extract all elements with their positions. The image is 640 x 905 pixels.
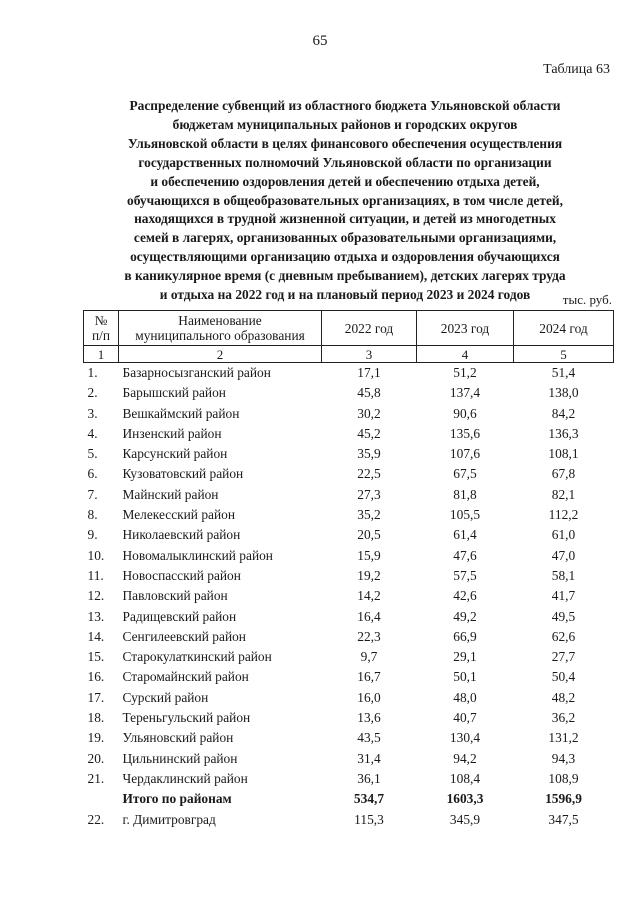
value-2024: 94,3 [551,750,576,766]
district-name: Сенгилеевский район [122,628,246,644]
row-number: 18. [87,710,105,726]
value-2022: 9,7 [360,649,378,665]
subventions-table [83,310,614,830]
value-2023: 29,1 [453,649,477,665]
table-row [84,728,614,748]
value-2022: 14,2 [357,588,381,604]
value-2024: 108,1 [548,446,579,462]
value-2023: 42,6 [453,588,477,604]
value-2024: 47,0 [551,547,576,563]
row-number: 16. [87,669,105,685]
title-line: государственных полномочий Ульяновской области по организации [138,154,552,170]
row-number: 12. [87,588,105,604]
row-number: 15. [87,649,105,665]
value-2023: 345,9 [449,811,481,827]
district-name: Кузоватовский район [122,466,244,482]
table-label: Таблица 63 [543,62,610,77]
district-name: Базарносызганский район [122,365,271,380]
row-number: 11. [87,567,104,583]
value-2022: 17,1 [357,365,381,380]
row-number: 4. [87,425,98,441]
title-line: Ульяновской области в целях финансового обеспечения осуществления [127,135,563,151]
total-row [84,789,614,809]
value-2024: 67,8 [551,466,576,482]
row-number: 8. [87,507,98,523]
header-2022: 2022 год [322,311,417,346]
title-line: Распределение субвенций из областного бюджета Ульяновской области [129,98,561,113]
row-number: 6. [87,466,98,482]
row-number [84,789,119,809]
value-2022: 45,8 [357,385,381,401]
title-line: в каникулярное время (с дневным пребыванием), детских лагерях труда [124,268,566,284]
value-2024: 136,3 [548,425,579,441]
units-label: тыс. руб. [562,292,612,307]
index-row [84,346,614,363]
value-2023: 48,0 [453,689,477,705]
table-row [84,505,614,525]
value-2022: 35,9 [357,446,381,462]
district-name: Старокулаткинский район [122,649,272,665]
district-name: Цильнинский район [122,750,238,766]
header-num-line2: п/п [91,328,111,343]
header-2024: 2024 год [514,311,614,346]
row-number: 5. [87,446,98,462]
table-row [84,627,614,647]
value-2022: 534,7 [353,791,385,807]
value-2022: 31,4 [357,750,381,766]
row-number: 2. [87,385,98,401]
value-2024: 50,4 [551,669,576,685]
district-name: Новомалыклинский район [122,547,273,563]
table-row [84,769,614,789]
page-number: 65 [312,33,328,49]
value-2024: 61,0 [551,527,576,543]
header-name-line1: Наименование [178,313,262,328]
value-2024: 62,6 [551,628,576,644]
district-name: Ульяновский район [122,730,234,746]
value-2023: 137,4 [449,385,481,401]
district-name: Итого по районам [122,791,232,807]
value-2023: 1603,3 [446,791,484,807]
value-2022: 16,4 [357,608,381,624]
table-row [84,586,614,606]
value-2023: 57,5 [453,567,477,583]
value-2024: 48,2 [551,689,576,705]
row-number: 7. [87,486,98,502]
table-row [84,607,614,627]
value-2023: 94,2 [453,750,477,766]
value-2022: 19,2 [357,567,381,583]
index-cell: 4 [417,346,514,363]
row-number: 1. [87,365,98,380]
district-name: Николаевский район [122,527,241,543]
row-number: 17. [87,689,105,705]
value-2022: 115,3 [354,811,384,827]
district-name: Радищевский район [122,608,237,624]
district-name: Сурский район [122,689,209,705]
header-name [119,311,322,346]
value-2022: 27,3 [357,486,381,502]
value-2022: 43,5 [357,730,381,746]
value-2024: 84,2 [551,405,576,421]
value-2024: 347,5 [548,811,579,827]
value-2023: 47,6 [453,547,477,563]
value-2024: 41,7 [551,588,576,604]
value-2024: 1596,9 [545,791,582,807]
value-2024: 49,5 [551,608,576,624]
table-body [84,363,614,830]
value-2022: 45,2 [357,425,381,441]
header-num [84,311,119,346]
title-line: находящихся в трудной жизненной ситуации, и детей из многодетных [134,211,556,227]
value-2024: 108,9 [548,770,579,786]
district-name: Старомайнский район [122,669,249,685]
table-row [84,647,614,667]
table-row [84,363,614,384]
row-number: 3. [87,405,98,421]
value-2022: 13,6 [357,710,381,726]
row-number: 19. [87,730,105,746]
value-2022: 30,2 [357,405,381,421]
district-name: Мелекесский район [122,507,235,523]
table-row [84,525,614,545]
value-2024: 51,4 [551,365,576,380]
value-2024: 36,2 [551,710,576,726]
district-name: Карсунский район [122,446,228,462]
value-2022: 16,0 [357,689,381,705]
value-2023: 61,4 [453,527,477,543]
title-line: бюджетам муниципальных районов и городских округов [172,116,518,132]
value-2024: 138,0 [548,385,579,401]
district-name: Новоспасский район [122,567,241,583]
value-2024: 58,1 [551,567,576,583]
table-title [80,97,610,305]
index-cell: 2 [119,346,322,363]
value-2023: 40,7 [453,710,477,726]
header-2023: 2023 год [417,311,514,346]
value-2022: 22,3 [357,628,381,644]
value-2022: 20,5 [357,527,381,543]
title-line: и отдыха на 2022 год и на плановый период 2023 и 2024 годов [159,287,531,303]
row-number: 22. [87,811,105,827]
title-line: обучающихся в общеобразовательных организациях, в том числе детей, [127,192,563,208]
district-name: Чердаклинский район [122,770,248,786]
value-2023: 81,8 [453,486,477,502]
table-row [84,566,614,586]
district-name: Вешкаймский район [122,405,240,421]
value-2023: 67,5 [453,466,477,482]
index-cell: 5 [514,346,614,363]
value-2024: 131,2 [548,730,579,746]
value-2022: 15,9 [357,547,381,563]
district-name: Инзенский район [122,425,222,441]
table-row [84,404,614,424]
table-row [84,749,614,769]
value-2024: 112,2 [548,507,579,523]
district-name: Тереньгульский район [122,710,251,726]
value-2023: 135,6 [449,425,481,441]
table-row [84,424,614,444]
value-2022: 22,5 [357,466,381,482]
district-name: Павловский район [122,588,228,604]
table-row [84,485,614,505]
table-row [84,688,614,708]
title-line: семей в лагерях, организованных образовательными организациями, [133,230,557,246]
table-row [84,810,614,830]
header-row [84,311,614,346]
table-row [84,708,614,728]
value-2022: 16,7 [357,669,381,685]
row-number: 13. [87,608,105,624]
value-2022: 36,1 [357,770,381,786]
index-cell: 3 [322,346,417,363]
table-row [84,464,614,484]
value-2023: 130,4 [449,730,481,746]
table-row [84,444,614,464]
row-number: 21. [87,770,105,786]
value-2023: 105,5 [449,507,481,523]
value-2023: 108,4 [449,770,481,786]
value-2023: 49,2 [453,608,477,624]
table-row [84,546,614,566]
table-row [84,383,614,403]
row-number: 20. [87,750,105,766]
table-row [84,667,614,687]
header-name-line2: муниципального образования [135,328,305,343]
value-2023: 51,2 [453,365,477,380]
row-number: 14. [87,628,105,644]
value-2022: 35,2 [357,507,381,523]
row-number: 9. [87,527,98,543]
header-num-line1: № [94,313,108,328]
title-line: осуществляющими организацию отдыха и оздоровления обучающихся [130,249,560,265]
value-2023: 66,9 [453,628,477,644]
index-cell: 1 [84,346,119,363]
title-line: и обеспечению оздоровления детей и обеспечению отдыха детей, [150,173,540,189]
value-2023: 90,6 [453,405,477,421]
district-name: Барышский район [122,385,226,401]
value-2024: 27,7 [551,649,576,665]
value-2024: 82,1 [551,486,576,502]
value-2023: 107,6 [449,446,481,462]
district-name: Майнский район [122,486,219,502]
district-name: г. Димитровград [122,811,216,827]
row-number: 10. [87,547,105,563]
value-2023: 50,1 [453,669,477,685]
